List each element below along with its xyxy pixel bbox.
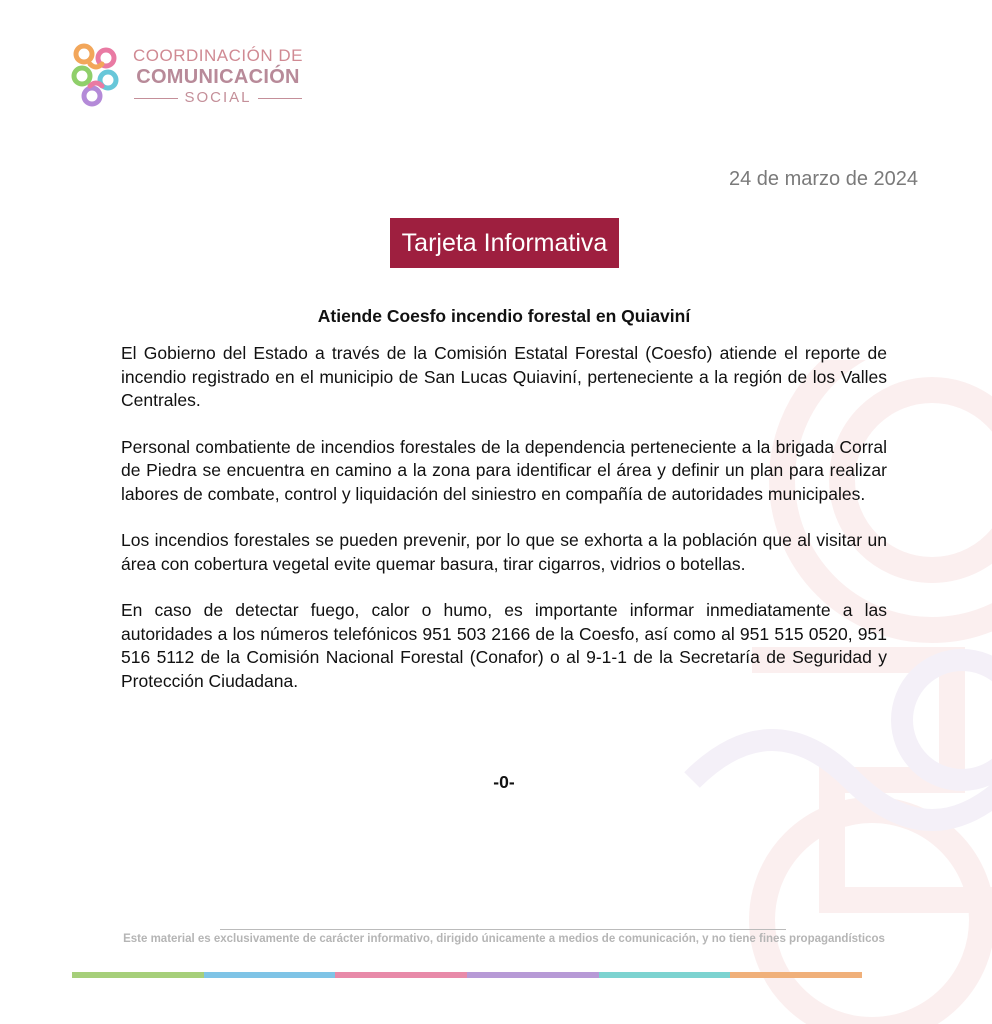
body-text: [121, 342, 887, 716]
headline: Atiende Coesfo incendio forestal en Quiaviní: [317, 306, 691, 326]
date: 24 de marzo de 2024: [728, 168, 918, 190]
logo-line-3: SOCIAL: [178, 89, 257, 106]
paragraph: El Gobierno del Estado a través de la Comisión Estatal Forestal (Coesfo) atiende el reporte de incendio registrado en el municipio de San Lucas Quiaviní, perteneciente a la región de los Valles Centrales.: [121, 343, 887, 410]
logo-line-2: COMUNICACIÓN: [136, 66, 300, 88]
color-bar-segment: [335, 972, 467, 978]
logo-line-1: COORDINACIÓN DE: [133, 46, 303, 65]
paragraph: Personal combatiente de incendios forestales de la dependencia perteneciente a la brigada Corral de Piedra se encuentra en camino a la zona para identificar el área y definir un plan para realizar labores de combate, control y liquidación del siniestro en compañía de autoridades municipales.: [121, 436, 887, 504]
disclaimer: Este material es exclusivamente de carácter informativo, dirigido únicamente a medios de comunicación, y no tiene fines propagandísticos: [123, 933, 885, 945]
color-bar-segment: [467, 972, 599, 978]
color-bar: [72, 972, 862, 978]
document-type-badge: Tarjeta Informativa: [390, 218, 619, 268]
color-bar-segment: [204, 972, 336, 978]
color-bar-segment: [72, 972, 204, 978]
footer-divider: [220, 929, 786, 930]
logo-knot-icon: [70, 42, 122, 108]
paragraph: En caso de detectar fuego, calor o humo, es importante informar inmediatamente a las autoridades a los números telefónicos 951 503 2166 de la Coesfo, así como al 951 515 0520, 951 516 5112 de la Comisión Nacional Forestal (Conafor) o al 9-1-1 de la Secretaría de Seguridad y Protección Ciudadana.: [121, 600, 887, 691]
color-bar-segment: [599, 972, 731, 978]
paragraph: Los incendios forestales se pueden prevenir, por lo que se exhorta a la población que al visitar un área con cobertura vegetal evite quemar basura, tirar cigarros, vidrios o botellas.: [121, 530, 887, 574]
color-bar-segment: [730, 972, 862, 978]
logo: [70, 42, 310, 112]
closing-mark: -0-: [493, 772, 515, 792]
